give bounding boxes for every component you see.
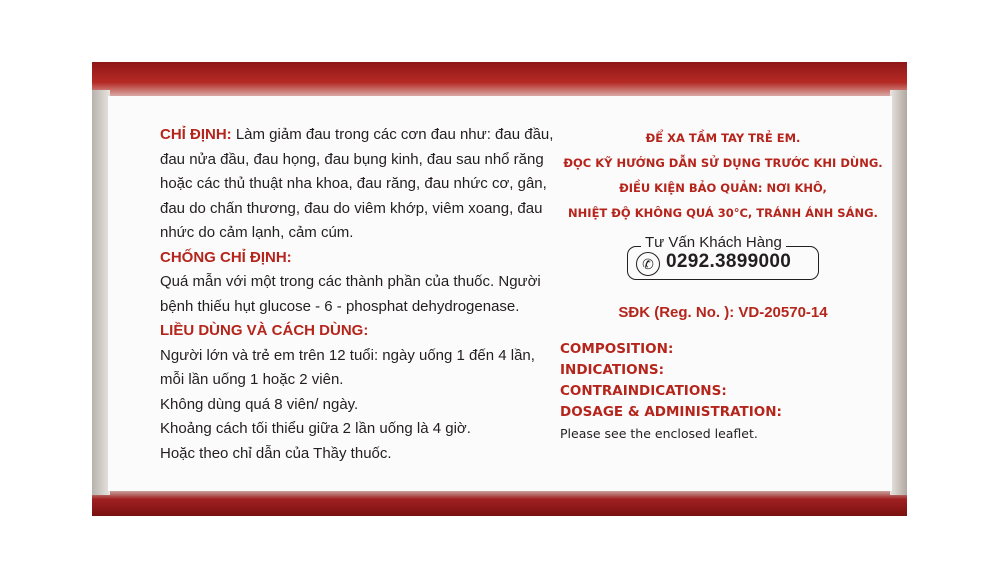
box-bottom-edge [92, 488, 907, 516]
vietnamese-info-column [160, 123, 560, 466]
contraindications-line: bệnh thiếu hụt glucose - 6 - phosphat dehydrogenase. [160, 297, 520, 315]
box-right-edge [890, 90, 907, 495]
phone-icon: ✆ [636, 252, 660, 276]
contraindications-heading: CHỐNG CHỈ ĐỊNH: [160, 248, 292, 266]
package-side-panel [108, 96, 892, 491]
registration-number: SĐK (Reg. No. ): VD-20570-14 [618, 304, 828, 321]
indications-line: đau nửa đầu, đau họng, đau bụng kinh, đau sau nhổ răng [160, 150, 544, 168]
indications-line: nhức do cảm lạnh, cảm cúm. [160, 224, 354, 241]
storage-info-column [558, 126, 888, 321]
warning-line: ĐỌC KỸ HƯỚNG DẪN SỬ DỤNG TRƯỚC KHI DÙNG. [563, 156, 883, 170]
indications-line: đau do chấn thương, đau do viêm khớp, viêm xoang, đau [160, 199, 543, 217]
warning-line: NHIỆT ĐỘ KHÔNG QUÁ 30°C, TRÁNH ÁNH SÁNG. [568, 206, 878, 220]
dosage-heading: LIỀU DÙNG VÀ CÁCH DÙNG: [160, 322, 369, 339]
leaflet-note: Please see the enclosed leaflet. [560, 426, 758, 441]
dosage-line: Người lớn và trẻ em trên 12 tuổi: ngày uống 1 đến 4 lần, [160, 346, 535, 364]
dosage-heading-en: DOSAGE & ADMINISTRATION: [560, 404, 782, 420]
indications-label: CHỈ ĐỊNH: [160, 126, 232, 143]
hotline-frame [627, 246, 819, 280]
english-info-block [560, 339, 782, 444]
composition-heading: COMPOSITION: [560, 341, 674, 357]
contraindications-line: Quá mẫn với một trong các thành phần của thuốc. Người [160, 273, 541, 290]
warning-line: ĐIỀU KIỆN BẢO QUẢN: NƠI KHÔ, [619, 181, 827, 195]
dosage-line: mỗi lần uống 1 hoặc 2 viên. [160, 371, 344, 388]
contraindications-heading-en: CONTRAINDICATIONS: [560, 383, 727, 399]
indications-heading: INDICATIONS: [560, 362, 664, 378]
box-top-edge [92, 62, 907, 96]
indications-line: CHỈ ĐỊNH: Làm giảm đau trong các cơn đau như: đau đầu, [160, 126, 554, 143]
hotline-number: 0292.3899000 [666, 251, 792, 272]
hotline-title: Tư Vấn Khách Hàng [641, 234, 786, 251]
warning-line: ĐỂ XA TẦM TAY TRẺ EM. [645, 131, 801, 145]
customer-hotline [627, 234, 819, 284]
dosage-line: Không dùng quá 8 viên/ ngày. [160, 395, 359, 413]
dosage-line: Khoảng cách tối thiểu giữa 2 lần uống là 4 giờ. [160, 420, 471, 437]
dosage-line: Hoặc theo chỉ dẫn của Thầy thuốc. [160, 444, 392, 462]
indications-line: hoặc các thủ thuật nha khoa, đau răng, đau nhức cơ, gân, [160, 175, 547, 192]
